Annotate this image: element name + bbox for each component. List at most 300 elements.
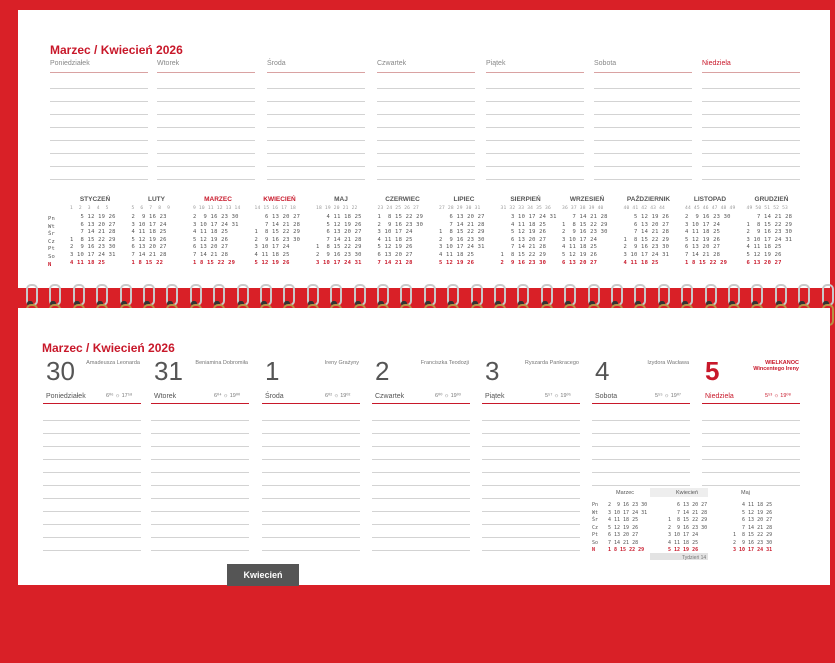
- writing-line: [702, 459, 800, 460]
- writing-line: [702, 433, 800, 434]
- month-row: 3 10 17 24: [377, 229, 413, 236]
- weekday-abbr: Pn: [48, 216, 56, 222]
- writing-line: [377, 88, 475, 89]
- small-calendar-footer: Tydzień 14: [682, 555, 707, 561]
- month-row: 5 12 19 26: [500, 229, 547, 236]
- writing-line: [151, 511, 249, 512]
- day-name-5: Piątek: [485, 393, 505, 400]
- writing-line: [157, 101, 255, 102]
- month-row: 4 11 18 25: [623, 259, 659, 266]
- writing-line: [486, 114, 584, 115]
- writing-line: [262, 446, 360, 447]
- writing-line: [702, 140, 800, 141]
- day-number-1: 30: [46, 356, 75, 386]
- day-rule: [43, 403, 141, 404]
- small-calendar-row: 1 8 15 22 29: [608, 547, 645, 553]
- writing-line: [482, 511, 580, 512]
- month-row: 5 12 19 26: [562, 252, 598, 258]
- small-calendar-row: 7 14 21 28: [608, 539, 639, 546]
- month-row: 5 12 19 26: [131, 236, 167, 243]
- month-row: 7 14 21 28: [70, 229, 116, 236]
- day-rule: [151, 403, 249, 404]
- month-name-9: WRZESIEŃ: [569, 196, 605, 203]
- small-calendar-row: 1 8 15 22 29: [733, 532, 773, 538]
- month-row: 4 11 18 25: [70, 259, 106, 266]
- writing-line: [377, 179, 475, 180]
- writing-line: [594, 179, 692, 180]
- top-day-header-6: Sobota: [594, 60, 692, 73]
- month-row: 6 13 20 27: [316, 229, 362, 236]
- month-row: 5 12 19 26: [439, 259, 475, 266]
- month-row: 4 11 18 25: [193, 229, 229, 236]
- writing-line: [482, 498, 580, 499]
- month-row: 1 8 15 22 29: [562, 221, 608, 228]
- name-day-2: Beniamina Dobromiła: [195, 360, 248, 366]
- writing-line: [486, 166, 584, 167]
- week-numbers: 14 15 16 17 18: [254, 206, 297, 211]
- small-calendar-weekday: N: [592, 547, 596, 553]
- writing-line: [43, 459, 141, 460]
- writing-line: [372, 420, 470, 421]
- small-calendar-row: 2 9 16 23 30: [608, 502, 648, 508]
- month-tab-kwiecien[interactable]: Kwiecień: [227, 564, 299, 586]
- writing-line: [262, 459, 360, 460]
- day-number-3: 1: [265, 356, 280, 386]
- name-day-6: Izydora Wacława: [647, 360, 689, 366]
- top-day-header-4: Czwartek: [377, 60, 475, 73]
- small-calendar-weekday: Pt: [592, 532, 599, 538]
- writing-line: [482, 446, 580, 447]
- writing-line: [377, 127, 475, 128]
- writing-line: [50, 179, 148, 180]
- small-calendar-row: 3 10 17 24: [668, 532, 699, 538]
- writing-line: [594, 88, 692, 89]
- month-row: 5 12 19 26: [70, 214, 116, 220]
- small-calendar-row: 3 10 17 24 31: [608, 509, 648, 516]
- writing-line: [702, 179, 800, 180]
- writing-line: [262, 524, 360, 525]
- writing-line: [151, 524, 249, 525]
- writing-line: [157, 88, 255, 89]
- week-numbers: 49 50 51 52 53: [746, 206, 789, 211]
- writing-line: [372, 433, 470, 434]
- month-row: 7 14 21 28: [439, 221, 485, 228]
- writing-line: [151, 459, 249, 460]
- month-row: 2 9 16 23 30: [685, 214, 731, 220]
- writing-line: [486, 127, 584, 128]
- sunrise-sunset-4: 6⁰⁰ ☼ 19⁰³: [435, 393, 461, 399]
- writing-line: [50, 88, 148, 89]
- writing-line: [43, 446, 141, 447]
- writing-line: [594, 101, 692, 102]
- month-row: 2 9 16 23 30: [254, 236, 301, 243]
- writing-line: [594, 140, 692, 141]
- writing-line: [262, 472, 360, 473]
- writing-line: [594, 166, 692, 167]
- writing-line: [482, 485, 580, 486]
- top-day-header-7: Niedziela: [702, 60, 800, 73]
- writing-line: [151, 472, 249, 473]
- day-name-2: Wtorek: [154, 393, 177, 400]
- writing-line: [372, 537, 470, 538]
- day-rule: [592, 403, 690, 404]
- writing-line: [43, 485, 141, 486]
- writing-line: [702, 114, 800, 115]
- small-calendar-weekday: Cz: [592, 524, 599, 531]
- day-rule: [372, 403, 470, 404]
- bottom-page-title: Marzec / Kwiecień 2026: [42, 341, 175, 355]
- day-number-4: 2: [375, 356, 390, 386]
- writing-line: [267, 166, 365, 167]
- writing-line: [486, 140, 584, 141]
- month-row: 1 8 15 22 29: [193, 259, 236, 266]
- writing-line: [594, 153, 692, 154]
- writing-line: [50, 101, 148, 102]
- writing-line: [157, 153, 255, 154]
- writing-line: [486, 153, 584, 154]
- writing-line: [262, 550, 360, 551]
- week-numbers: 36 37 38 39 40: [562, 206, 604, 211]
- writing-line: [151, 420, 249, 421]
- writing-line: [482, 524, 580, 525]
- writing-line: [43, 433, 141, 434]
- month-row: 2 9 16 23 30: [623, 244, 670, 251]
- month-name-2: LUTY: [148, 196, 165, 203]
- month-row: 7 14 21 28: [193, 252, 229, 258]
- week-numbers: 40 41 42 43 44: [623, 206, 666, 211]
- day-name-3: Środa: [265, 393, 284, 400]
- month-row: 4 11 18 25: [377, 236, 413, 243]
- small-calendar-row: 6 13 20 27: [668, 502, 708, 508]
- month-row: 2 9 16 23 30: [439, 236, 485, 243]
- month-row: 5 12 19 26: [377, 244, 413, 251]
- small-calendar-row: 2 9 16 23 30: [668, 524, 708, 531]
- writing-line: [50, 127, 148, 128]
- month-row: 3 10 17 24 31: [623, 252, 670, 258]
- writing-line: [482, 550, 580, 551]
- month-row: 6 13 20 27: [746, 259, 782, 266]
- day-name-1: Poniedziałek: [46, 393, 86, 400]
- week-numbers: 1 2 3 4 5: [70, 206, 109, 211]
- sunrise-sunset-1: 6⁰⁶ ☼ 17⁵⁸: [106, 393, 133, 399]
- month-row: 4 11 18 25: [254, 252, 290, 258]
- top-day-header-1: Poniedziałek: [50, 60, 148, 73]
- writing-line: [482, 433, 580, 434]
- month-row: 4 11 18 25: [131, 229, 167, 236]
- week-numbers: 23 24 25 26 27: [377, 206, 420, 211]
- month-row: 5 12 19 26: [685, 236, 721, 243]
- sunrise-sunset-2: 6⁰⁴ ☼ 19⁰⁰: [214, 393, 241, 399]
- sunrise-sunset-6: 5⁵⁵ ☼ 19⁰⁷: [655, 393, 682, 399]
- writing-line: [702, 101, 800, 102]
- writing-line: [267, 101, 365, 102]
- month-row: 7 14 21 28: [746, 214, 793, 220]
- month-name-11: LISTOPAD: [693, 196, 727, 203]
- sunrise-sunset-7: 5⁵³ ☼ 19⁰⁸: [765, 393, 791, 399]
- writing-line: [157, 127, 255, 128]
- small-calendar-weekday: Śr: [592, 517, 599, 523]
- writing-line: [157, 114, 255, 115]
- writing-line: [594, 114, 692, 115]
- month-row: 4 11 18 25: [562, 244, 598, 251]
- writing-line: [486, 101, 584, 102]
- writing-line: [151, 498, 249, 499]
- weekday-abbr: Pt: [48, 246, 56, 253]
- writing-line: [262, 537, 360, 538]
- writing-line: [702, 153, 800, 154]
- month-row: 3 10 17 24: [254, 244, 290, 251]
- month-row: 7 14 21 28: [685, 252, 721, 258]
- writing-line: [377, 140, 475, 141]
- small-calendar-month-2: Kwiecień: [676, 490, 699, 496]
- small-calendar-row: 3 10 17 24 31: [733, 547, 773, 553]
- month-row: 7 14 21 28: [623, 229, 670, 236]
- month-row: 1 8 15 22 29: [439, 229, 485, 236]
- writing-line: [43, 524, 141, 525]
- writing-line: [702, 127, 800, 128]
- small-calendar-row: 5 12 19 26: [733, 509, 773, 516]
- writing-line: [592, 472, 690, 473]
- writing-line: [377, 166, 475, 167]
- month-name-5: MAJ: [334, 196, 348, 203]
- writing-line: [372, 511, 470, 512]
- sunrise-sunset-3: 6⁰² ☼ 19⁰²: [325, 393, 351, 399]
- month-row: 1 8 15 22 29: [70, 236, 116, 243]
- writing-line: [482, 472, 580, 473]
- writing-line: [151, 446, 249, 447]
- week-numbers: 31 32 33 34 35 36: [500, 206, 551, 211]
- writing-line: [482, 459, 580, 460]
- month-row: 6 13 20 27: [70, 221, 116, 228]
- top-page-title: Marzec / Kwiecień 2026: [50, 43, 183, 57]
- day-name-7: Niedziela: [705, 393, 734, 400]
- day-name-4: Czwartek: [375, 393, 405, 400]
- writing-line: [372, 550, 470, 551]
- writing-line: [372, 485, 470, 486]
- month-name-7: LIPIEC: [453, 196, 475, 203]
- weekday-abbr: Wt: [48, 223, 56, 230]
- small-calendar-month-3: Maj: [741, 490, 750, 496]
- writing-line: [50, 114, 148, 115]
- writing-line: [372, 459, 470, 460]
- small-calendar-weekday: Wt: [592, 509, 599, 516]
- week-numbers: 9 10 11 12 13 14: [193, 206, 241, 211]
- month-row: 2 9 16 23 30: [562, 229, 608, 236]
- writing-line: [594, 127, 692, 128]
- writing-line: [372, 498, 470, 499]
- writing-line: [267, 140, 365, 141]
- top-day-header-5: Piątek: [486, 60, 584, 73]
- month-row: 7 14 21 28: [316, 236, 362, 243]
- small-calendar-row: 1 8 15 22 29: [668, 517, 708, 523]
- weekday-abbr: Śr: [48, 231, 56, 238]
- month-name-10: PAŹDZIERNIK: [626, 196, 671, 203]
- writing-line: [43, 511, 141, 512]
- small-calendar-row: 6 13 20 27: [608, 532, 639, 538]
- month-row: 6 13 20 27: [500, 236, 547, 243]
- writing-line: [486, 88, 584, 89]
- month-row: 7 14 21 28: [131, 252, 167, 258]
- writing-line: [50, 166, 148, 167]
- small-calendar-row: 5 12 19 26: [608, 524, 639, 531]
- writing-line: [702, 420, 800, 421]
- week-numbers: 5 6 7 8 9: [131, 206, 171, 211]
- writing-line: [262, 420, 360, 421]
- writing-line: [377, 101, 475, 102]
- day-rule: [262, 403, 360, 404]
- writing-line: [157, 166, 255, 167]
- month-row: 6 13 20 27: [685, 244, 721, 251]
- month-row: 5 12 19 26: [254, 259, 290, 266]
- name-day-1: Amadeusza Leonarda: [86, 360, 140, 366]
- name-day-7: WIELKANOC Wincentego Ireny: [753, 360, 799, 372]
- writing-line: [482, 420, 580, 421]
- month-row: 3 10 17 24: [562, 236, 598, 243]
- small-calendar-weekday: So: [592, 539, 599, 546]
- month-row: 2 9 16 23 30: [500, 259, 547, 266]
- writing-line: [157, 140, 255, 141]
- writing-line: [702, 88, 800, 89]
- day-rule: [702, 403, 800, 404]
- month-row: 7 14 21 28: [377, 259, 413, 266]
- month-row: 5 12 19 26: [193, 236, 229, 243]
- month-row: 6 13 20 27: [131, 244, 167, 251]
- week-numbers: 18 19 20 21 22: [316, 206, 358, 211]
- writing-line: [377, 153, 475, 154]
- week-numbers: 27 28 29 30 31: [439, 206, 481, 211]
- day-number-5: 3: [485, 356, 500, 386]
- writing-line: [262, 485, 360, 486]
- writing-line: [267, 88, 365, 89]
- month-row: 2 9 16 23 30: [70, 244, 116, 251]
- writing-line: [43, 498, 141, 499]
- name-day-3: Ireny Grażyny: [324, 360, 359, 366]
- writing-line: [267, 127, 365, 128]
- month-row: 2 9 16 23: [131, 214, 167, 220]
- month-row: 3 10 17 24 31: [70, 252, 116, 258]
- month-row: 1 8 15 22 29: [254, 229, 301, 236]
- month-row: 5 12 19 26: [746, 252, 782, 258]
- day-number-7: 5: [705, 356, 720, 386]
- writing-line: [43, 420, 141, 421]
- month-row: 3 10 17 24 31: [746, 236, 793, 243]
- month-row: 4 11 18 25: [439, 252, 475, 258]
- month-row: 4 11 18 25: [685, 229, 721, 236]
- month-name-4: KWIECIEŃ: [263, 196, 296, 203]
- month-row: 1 8 15 22 29: [685, 259, 728, 266]
- month-row: 1 8 15 22: [131, 259, 164, 266]
- month-name-6: CZERWIEC: [385, 196, 420, 203]
- month-row: 7 14 21 28: [254, 221, 301, 228]
- month-row: 2 9 16 23 30: [316, 252, 362, 258]
- writing-line: [592, 485, 690, 486]
- small-calendar-weekday: Pn: [592, 502, 599, 508]
- writing-line: [50, 140, 148, 141]
- month-row: 6 13 20 27: [193, 244, 229, 251]
- writing-line: [702, 166, 800, 167]
- small-calendar-row: 5 12 19 26: [668, 547, 699, 553]
- small-calendar-row: 7 14 21 28: [733, 524, 773, 531]
- month-row: 3 10 17 24 31: [439, 244, 485, 251]
- small-calendar-row: 7 14 21 28: [668, 509, 708, 516]
- writing-line: [151, 550, 249, 551]
- month-row: 3 10 17 24 31: [316, 259, 362, 266]
- month-row: 4 11 18 25: [746, 244, 782, 251]
- writing-line: [262, 498, 360, 499]
- month-name-8: SIERPIEŃ: [510, 196, 541, 203]
- writing-line: [592, 446, 690, 447]
- writing-line: [43, 550, 141, 551]
- writing-line: [702, 485, 800, 486]
- small-calendar-row: 4 11 18 25: [733, 502, 773, 508]
- month-row: 4 11 18 25: [316, 214, 362, 220]
- writing-line: [157, 179, 255, 180]
- day-number-2: 31: [154, 356, 183, 386]
- month-row: 6 13 20 27: [562, 259, 598, 266]
- month-name-12: GRUDZIEŃ: [754, 196, 789, 203]
- writing-line: [377, 114, 475, 115]
- writing-line: [372, 472, 470, 473]
- month-row: 2 9 16 23 30: [193, 214, 239, 220]
- small-calendar-row: 4 11 18 25: [668, 539, 699, 546]
- writing-line: [592, 420, 690, 421]
- writing-line: [151, 537, 249, 538]
- month-row: 7 14 21 28: [562, 214, 608, 220]
- writing-line: [43, 537, 141, 538]
- writing-line: [43, 472, 141, 473]
- month-row: 3 10 17 24: [685, 221, 721, 228]
- writing-line: [151, 485, 249, 486]
- writing-line: [267, 114, 365, 115]
- small-calendar-row: 6 13 20 27: [733, 517, 773, 523]
- month-row: 1 8 15 22 29: [746, 221, 793, 228]
- writing-line: [702, 446, 800, 447]
- writing-line: [267, 153, 365, 154]
- writing-line: [267, 179, 365, 180]
- name-day-5: Ryszarda Pankracego: [524, 360, 579, 366]
- day-number-6: 4: [595, 356, 610, 386]
- day-rule: [482, 403, 580, 404]
- writing-line: [592, 459, 690, 460]
- writing-line: [592, 433, 690, 434]
- small-calendar-month-1: Marzec: [616, 490, 635, 496]
- small-calendar-row: 2 9 16 23 30: [733, 539, 773, 546]
- writing-line: [702, 472, 800, 473]
- sunrise-sunset-5: 5⁵⁷ ☼ 19⁰⁵: [545, 393, 572, 399]
- month-row: 6 13 20 27: [254, 214, 301, 220]
- month-row: 6 13 20 27: [377, 252, 413, 258]
- month-name-1: STYCZEŃ: [79, 196, 111, 203]
- writing-line: [262, 433, 360, 434]
- day-name-6: Sobota: [595, 393, 618, 400]
- small-calendar-row: 4 11 18 25: [608, 517, 639, 523]
- writing-line: [151, 433, 249, 434]
- month-row: 5 12 19 26: [623, 214, 670, 220]
- top-day-header-2: Wtorek: [157, 60, 255, 73]
- month-row: 3 10 17 24 31: [500, 214, 557, 220]
- month-name-3: MARZEC: [204, 196, 232, 203]
- writing-line: [50, 153, 148, 154]
- month-row: 2 9 16 23 30: [746, 229, 793, 236]
- writing-line: [372, 524, 470, 525]
- month-row: 6 13 20 27: [439, 214, 485, 220]
- writing-line: [262, 511, 360, 512]
- weekday-abbr: Cz: [48, 238, 56, 245]
- month-row: 1 8 15 22 29: [623, 236, 670, 243]
- month-row: 4 11 18 25: [500, 221, 547, 228]
- writing-line: [372, 446, 470, 447]
- top-day-header-3: Środa: [267, 60, 365, 73]
